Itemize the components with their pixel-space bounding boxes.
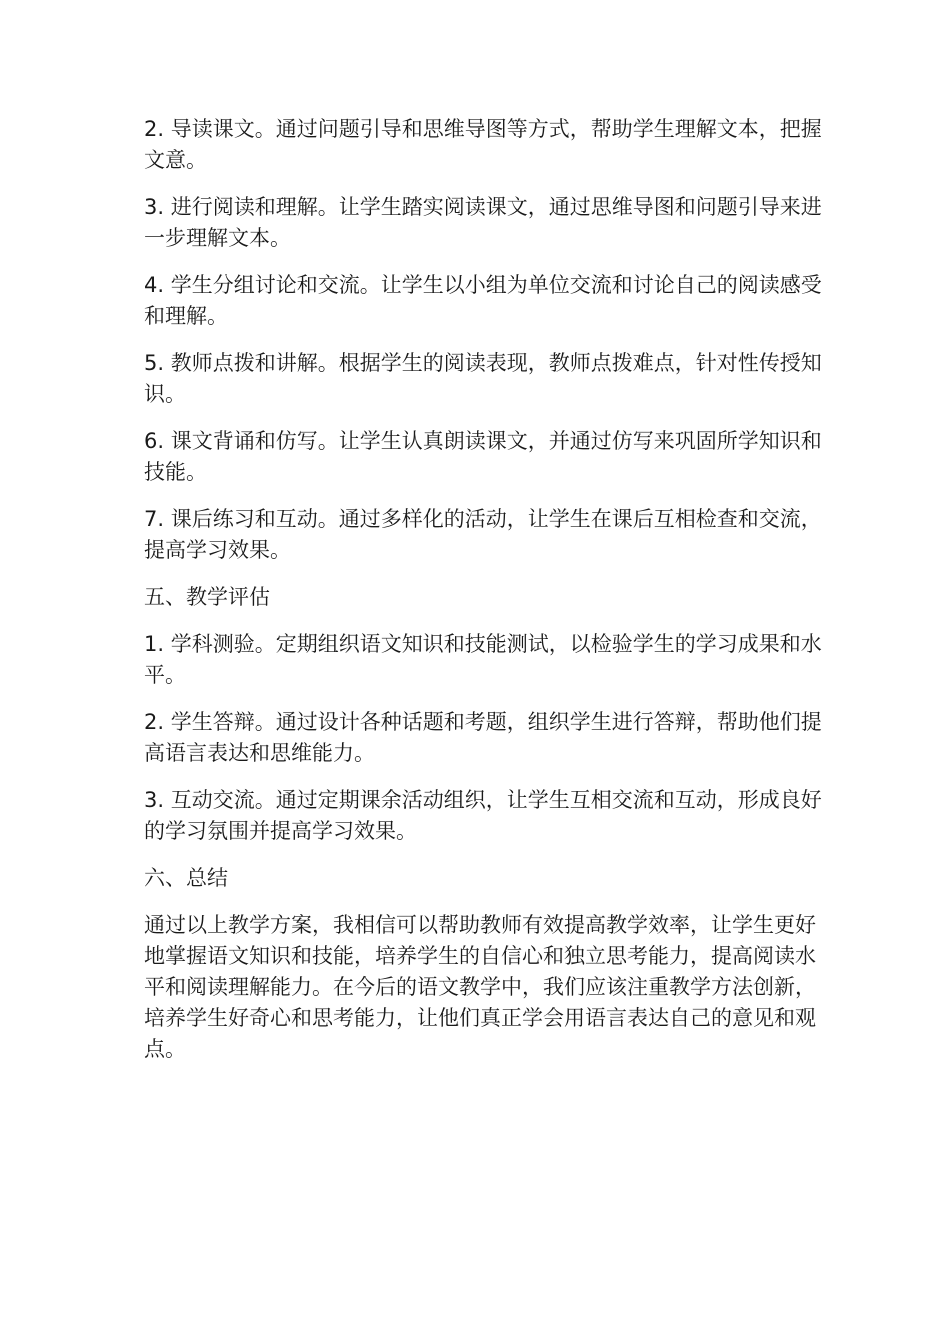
list-item: 4. 学生分组讨论和交流。让学生以小组为单位交流和讨论自己的阅读感受和理解。 <box>144 273 822 328</box>
list-item: 1. 学科测验。定期组织语文知识和技能测试，以检验学生的学习成果和水平。 <box>144 632 822 687</box>
section-heading-summary: 六、总结 <box>144 866 228 890</box>
list-item: 5. 教师点拨和讲解。根据学生的阅读表现，教师点拨难点，针对性传授知识。 <box>144 351 822 406</box>
list-item: 2. 导读课文。通过问题引导和思维导图等方式，帮助学生理解文本，把握文意。 <box>144 117 822 172</box>
list-item: 6. 课文背诵和仿写。让学生认真朗读课文，并通过仿写来巩固所学知识和技能。 <box>144 429 822 484</box>
summary-paragraph: 通过以上教学方案，我相信可以帮助教师有效提高教学效率，让学生更好地掌握语文知识和技能，培养学生的自信心和独立思考能力，提高阅读水平和阅读理解能力。在今后的语文教学中，我们应该注重教学方法创新，培养学生好奇心和思考能力，让他们真正学会用语言表达自己的意见和观点。 <box>144 913 816 1061</box>
document-page <box>144 114 824 1081</box>
list-item: 3. 互动交流。通过定期课余活动组织，让学生互相交流和互动，形成良好的学习氛围并提高学习效果。 <box>144 788 822 843</box>
list-item: 2. 学生答辩。通过设计各种话题和考题，组织学生进行答辩，帮助他们提高语言表达和思维能力。 <box>144 710 822 765</box>
section-heading-evaluation: 五、教学评估 <box>144 585 270 609</box>
list-item: 7. 课后练习和互动。通过多样化的活动，让学生在课后互相检查和交流，提高学习效果。 <box>144 507 822 562</box>
list-item: 3. 进行阅读和理解。让学生踏实阅读课文，通过思维导图和问题引导来进一步理解文本。 <box>144 195 822 250</box>
